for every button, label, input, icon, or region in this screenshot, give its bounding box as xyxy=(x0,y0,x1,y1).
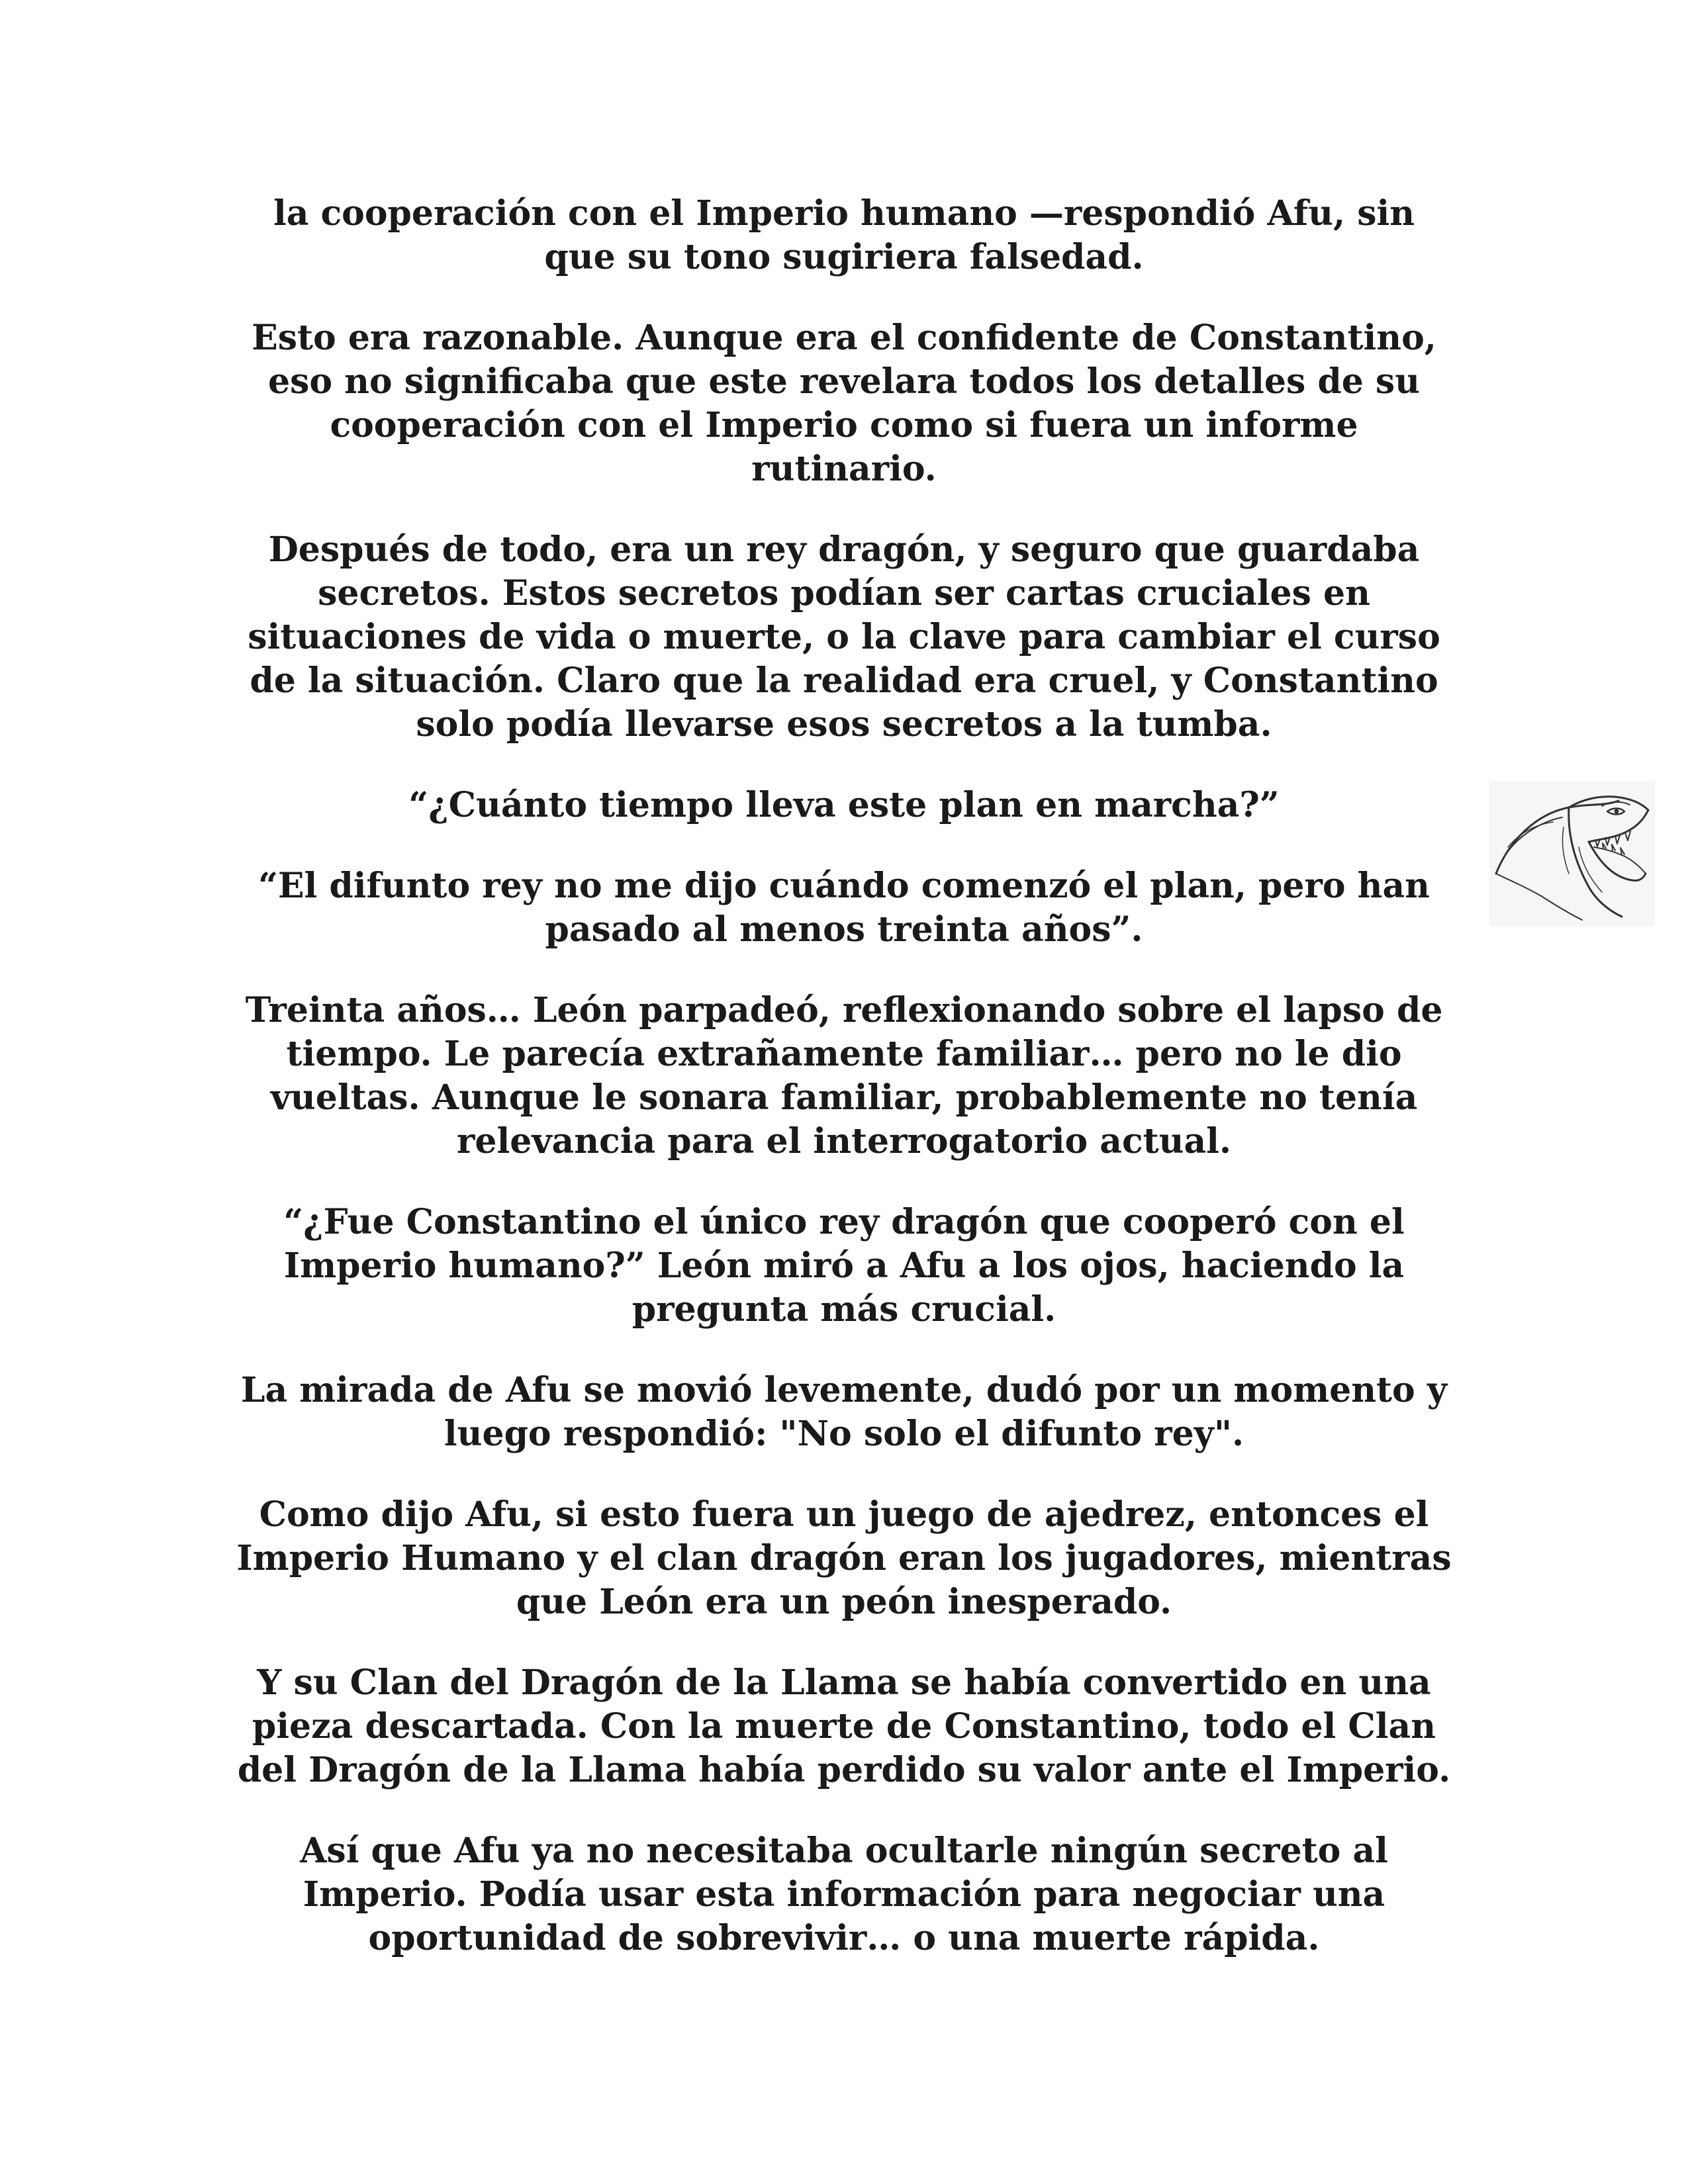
text-line: Y su Clan del Dragón de la Llama se había convertido en una xyxy=(257,1662,1431,1703)
paragraph xyxy=(225,989,1463,1163)
paragraph xyxy=(225,1829,1463,1960)
text-line: tiempo. Le parecía extrañamente familiar… pero no le dio xyxy=(286,1034,1402,1074)
text-line: “¿Fue Constantino el único rey dragón que cooperó con el xyxy=(283,1202,1405,1242)
text-line: Imperio humano?” León miró a Afu a los ojos, haciendo la xyxy=(283,1246,1405,1286)
text-line: luego respondió: "No solo el difunto rey". xyxy=(444,1414,1244,1454)
text-line: “¿Cuánto tiempo lleva este plan en marcha?” xyxy=(408,785,1280,825)
paragraph xyxy=(225,864,1463,952)
paragraph xyxy=(225,1493,1463,1624)
text-line: pieza descartada. Con la muerte de Constantino, todo el Clan xyxy=(252,1706,1436,1747)
dragon-head-sketch-icon xyxy=(1489,781,1655,927)
text-line: Treinta años… León parpadeó, reflexionando sobre el lapso de xyxy=(245,990,1443,1030)
paragraph xyxy=(225,192,1463,279)
text-line: “El difunto rey no me dijo cuándo comenzó el plan, pero han xyxy=(258,866,1430,906)
text-line: pasado al menos treinta años”. xyxy=(545,909,1143,950)
text-line: situaciones de vida o muerte, o la clave para cambiar el curso xyxy=(248,617,1440,657)
text-line: oportunidad de sobrevivir… o una muerte rápida. xyxy=(368,1918,1320,1958)
document-page xyxy=(225,192,1463,1997)
text-line: que su tono sugiriera falsedad. xyxy=(544,237,1144,277)
paragraph xyxy=(225,784,1463,827)
paragraph xyxy=(225,1201,1463,1332)
text-line: Como dijo Afu, si esto fuera un juego de ajedrez, entonces el xyxy=(259,1494,1429,1535)
text-line: Imperio. Podía usar esta información para negociar una xyxy=(303,1874,1385,1915)
text-line: la cooperación con el Imperio humano —respondió Afu, sin xyxy=(273,193,1415,234)
text-line: Esto era razonable. Aunque era el confidente de Constantino, xyxy=(252,318,1436,358)
text-line: rutinario. xyxy=(751,449,937,489)
paragraph xyxy=(225,1369,1463,1456)
text-line: cooperación con el Imperio como si fuera un informe xyxy=(330,405,1358,445)
text-line: solo podía llevarse esos secretos a la tumba. xyxy=(416,704,1272,745)
text-line: relevancia para el interrogatorio actual. xyxy=(457,1121,1231,1161)
paragraph xyxy=(225,1661,1463,1792)
paragraph xyxy=(225,316,1463,491)
text-line: Imperio Humano y el clan dragón eran los jugadores, mientras xyxy=(236,1538,1452,1578)
text-line: vueltas. Aunque le sonara familiar, probablemente no tenía xyxy=(270,1077,1418,1118)
text-line: La mirada de Afu se movió levemente, dudó por un momento y xyxy=(240,1370,1448,1410)
text-line: eso no significaba que este revelara todos los detalles de su xyxy=(267,361,1421,402)
text-line: secretos. Estos secretos podían ser cartas cruciales en xyxy=(318,573,1370,614)
text-line: Después de todo, era un rey dragón, y seguro que guardaba xyxy=(268,529,1420,570)
paragraph xyxy=(225,528,1463,747)
text-line: que León era un peón inesperado. xyxy=(516,1582,1172,1622)
text-line: pregunta más crucial. xyxy=(632,1289,1056,1330)
text-line: de la situación. Claro que la realidad era cruel, y Constantino xyxy=(250,660,1438,701)
text-line: Así que Afu ya no necesitaba ocultarle ningún secreto al xyxy=(300,1831,1388,1871)
text-line: del Dragón de la Llama había perdido su valor ante el Imperio. xyxy=(237,1750,1451,1790)
